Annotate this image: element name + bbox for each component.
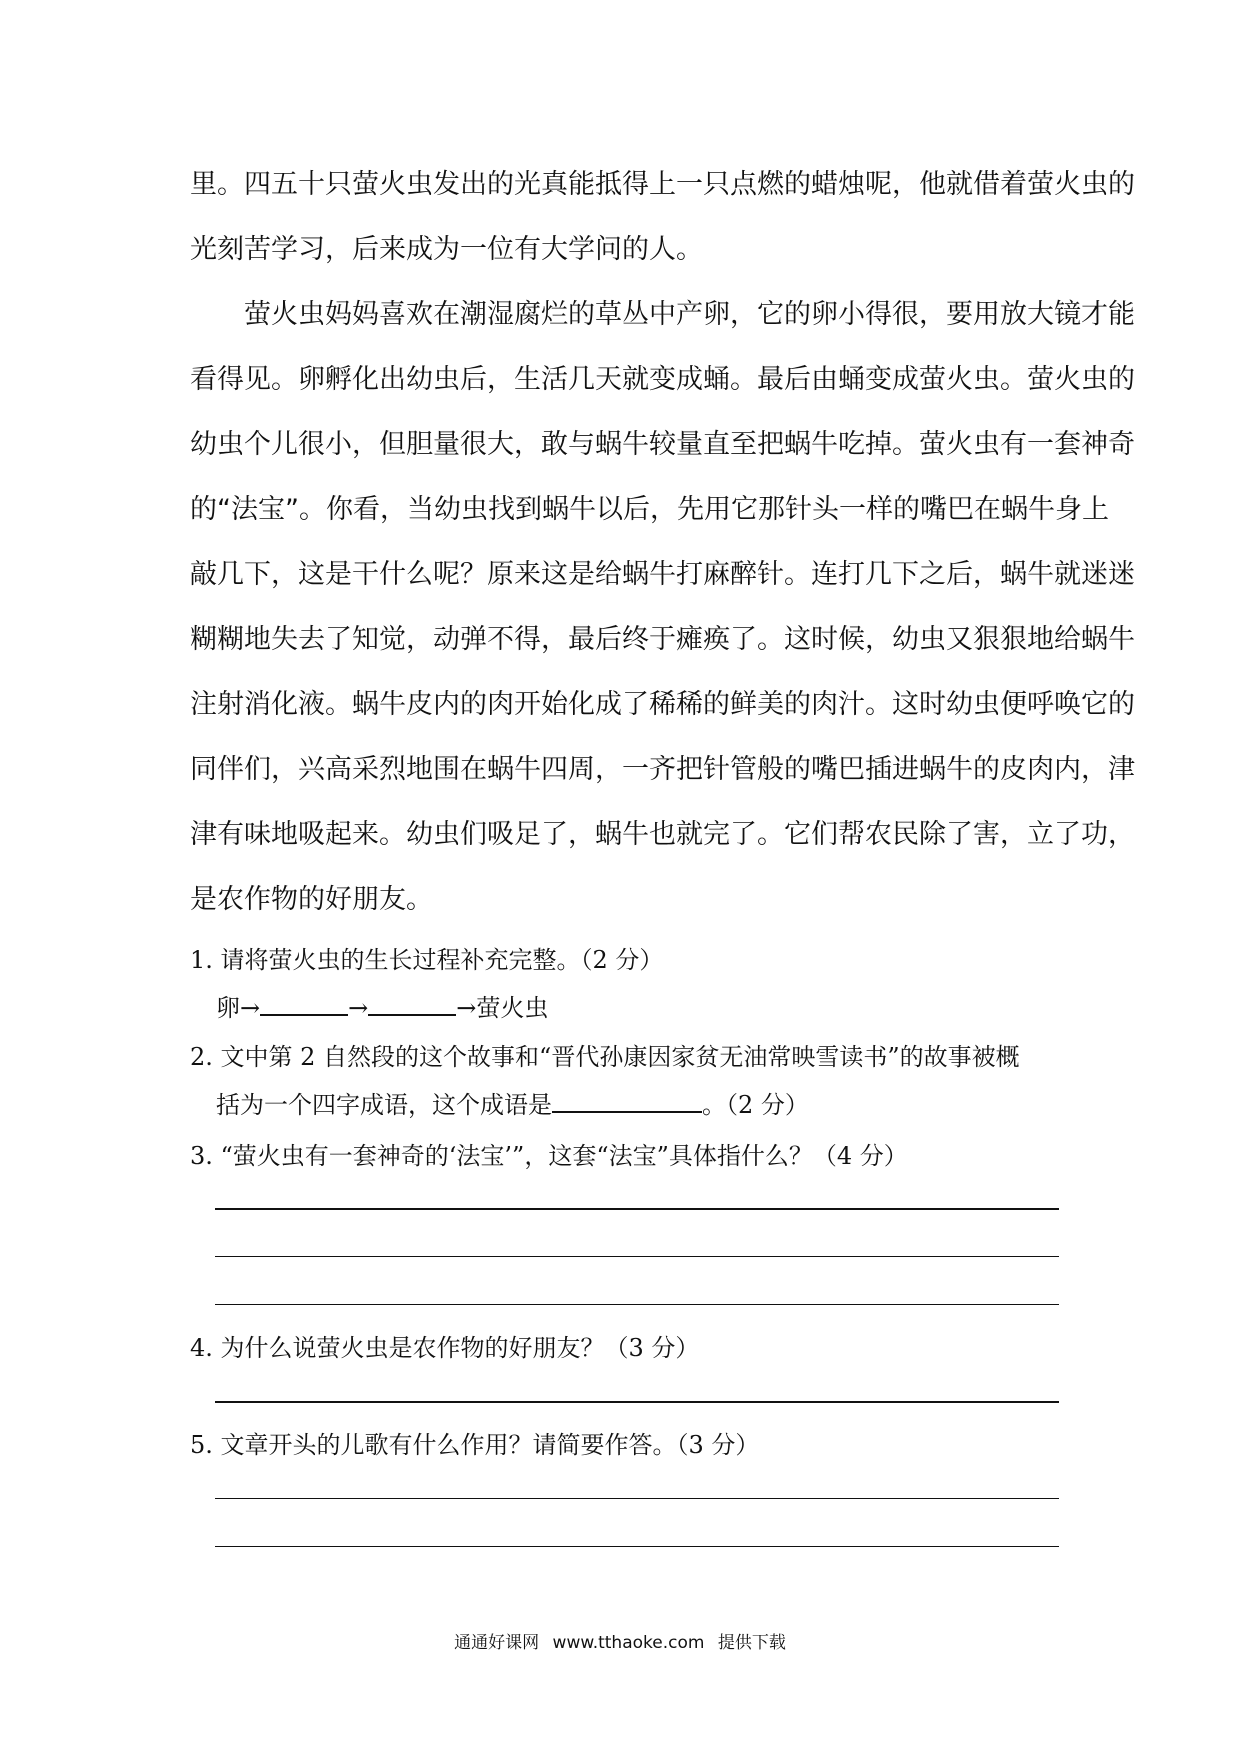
- footer-url[interactable]: www.tthaoke.com: [552, 1633, 705, 1653]
- growth-chain: [190, 984, 1070, 1032]
- passage-line: 看得见。卵孵化出幼虫后，生活几天就变成蛹。最后由蛹变成萤火虫。萤火虫的: [190, 364, 1135, 395]
- question-1: [190, 936, 1070, 1032]
- question-1-text: 1. 请将萤火虫的生长过程补充完整。（2 分）: [190, 946, 664, 974]
- answer-line-q3-3[interactable]: [215, 1304, 1059, 1305]
- answer-blank-1[interactable]: [260, 992, 348, 1016]
- passage-line: 是农作物的好朋友。: [190, 884, 433, 915]
- arrow-icon: →: [456, 994, 477, 1022]
- question-2-score: 。（2 分）: [702, 1091, 809, 1119]
- answer-blank-2[interactable]: [368, 992, 456, 1016]
- chain-end-label: 萤火虫: [476, 994, 549, 1022]
- answer-line-q4-1[interactable]: [215, 1401, 1059, 1403]
- answer-line-q3-2[interactable]: [215, 1256, 1059, 1257]
- passage-line: 注射消化液。蜗牛皮内的肉开始化成了稀稀的鲜美的肉汁。这时幼虫便呼唤它的: [190, 689, 1135, 720]
- passage-line: 的“法宝”。你看，当幼虫找到蜗牛以后，先用它那针头一样的嘴巴在蜗牛身上: [190, 494, 1109, 525]
- passage-paragraph-2: [190, 282, 1135, 932]
- question-4-text: 4. 为什么说萤火虫是农作物的好朋友？（3 分）: [190, 1334, 700, 1362]
- question-3-text: 3. “萤火虫有一套神奇的‘法宝’”，这套“法宝”具体指什么？（4 分）: [190, 1142, 908, 1170]
- idiom-answer-blank[interactable]: [552, 1089, 702, 1113]
- passage-line: 光刻苦学习，后来成为一位有大学问的人。: [190, 234, 703, 265]
- question-2: [190, 1033, 1070, 1129]
- passage-line: 萤火虫妈妈喜欢在潮湿腐烂的草丛中产卵，它的卵小得很，要用放大镜才能: [244, 299, 1135, 330]
- footer-tagline: 提供下载: [717, 1633, 786, 1653]
- arrow-icon: →: [348, 994, 369, 1022]
- answer-line-q3-1[interactable]: [215, 1208, 1059, 1210]
- chain-start-label: 卵: [216, 994, 240, 1022]
- passage-line: 同伴们，兴高采烈地围在蜗牛四周，一齐把针管般的嘴巴插进蜗牛的皮肉内，津: [190, 754, 1135, 785]
- passage-paragraph-1: [190, 152, 1135, 282]
- question-5-text: 5. 文章开头的儿歌有什么作用？请简要作答。（3 分）: [190, 1431, 760, 1459]
- footer-site-name: 通通好课网: [454, 1633, 540, 1653]
- passage-line: 幼虫个儿很小，但胆量很大，敢与蜗牛较量直至把蜗牛吃掉。萤火虫有一套神奇: [190, 429, 1135, 460]
- answer-line-q5-2[interactable]: [215, 1546, 1059, 1547]
- passage-line: 糊糊地失去了知觉，动弹不得，最后终于瘫痪了。这时候，幼虫又狠狠地给蜗牛: [190, 624, 1135, 655]
- page-footer: [0, 1628, 1240, 1653]
- passage-line: 敲几下，这是干什么呢？原来这是给蜗牛打麻醉针。连打几下之后，蜗牛就迷迷: [190, 559, 1135, 590]
- answer-line-q5-1[interactable]: [215, 1498, 1059, 1499]
- passage-line: 津有味地吸起来。幼虫们吸足了，蜗牛也就完了。它们帮农民除了害，立了功，: [190, 819, 1135, 850]
- passage-line: 里。四五十只萤火虫发出的光真能抵得上一只点燃的蜡烛呢，他就借着萤火虫的: [190, 169, 1135, 200]
- question-2-prompt: 括为一个四字成语，这个成语是: [216, 1091, 552, 1119]
- question-2-line-2: [190, 1081, 1070, 1129]
- question-2-line-1: 2. 文中第 2 自然段的这个故事和“晋代孙康因家贫无油常映雪读书”的故事被概: [190, 1043, 1020, 1071]
- arrow-icon: →: [240, 994, 261, 1022]
